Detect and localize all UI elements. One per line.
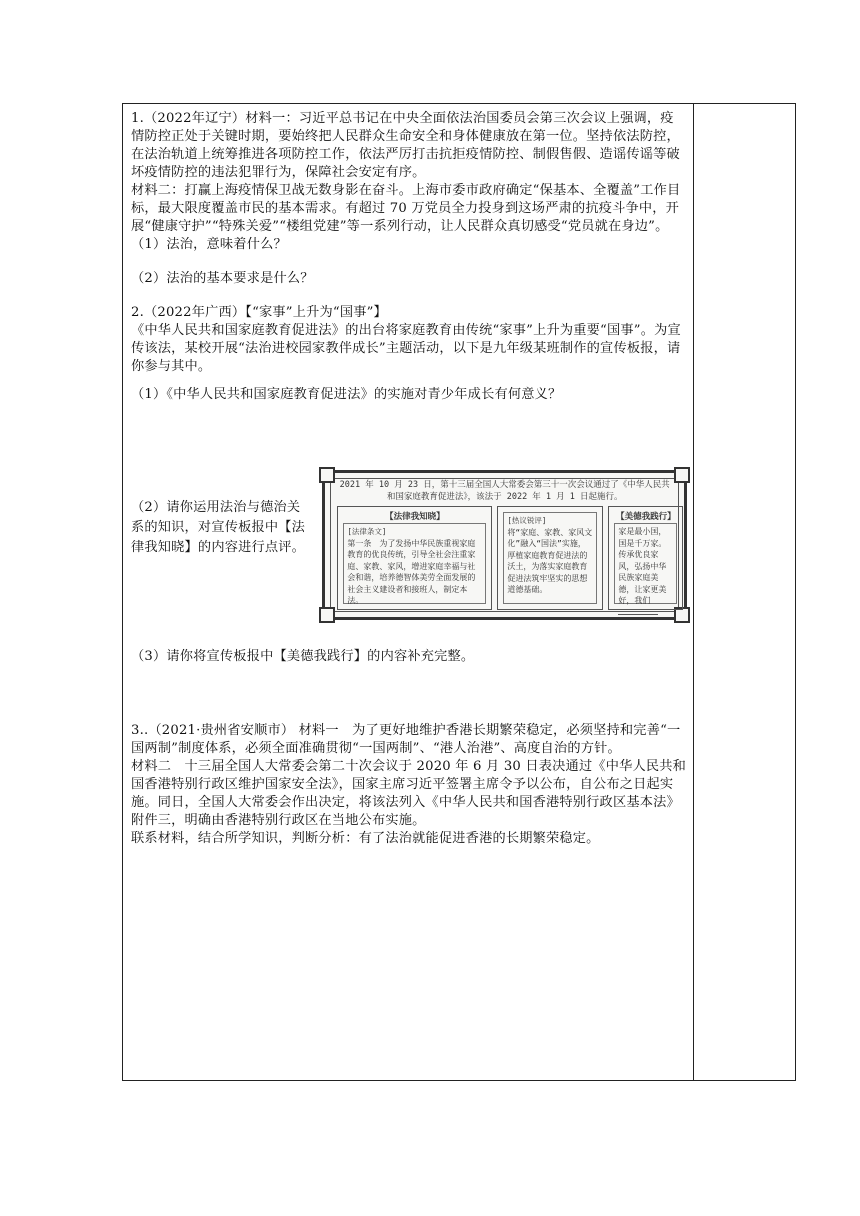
poster-law-column <box>337 506 492 610</box>
q3-title: 3..（2021·贵州省安顺市） 材料一 为了更好地维护香港长期繁荣稳定，必须坚持和完善“一国两制”制度体系，必须全面准确贯彻“一国两制”、“港人治港”、高度自治的方针。 <box>131 723 681 756</box>
q2-title: 2.（2022年广西）【“家事”上升为“国事”】 <box>131 305 387 320</box>
q2-body: 《中华人民共和国家庭教育促进法》的出台将家庭教育由传统“家事”上升为重要“国事”。为宣传该法，某校开展“法治进校园家教伴成长”主题活动，以下是九年级某班制作的宣传板报，请你参与其中。 <box>131 323 681 374</box>
poster-header: 2021 年 10 月 23 日，第十三届全国人大常委会第三十一次会议通过了《中华人民共和国家庭教育促进法》，该法于 2022 年 1 月 1 日起施行。 <box>339 480 670 502</box>
poster-virtue-text: 家是最小国，国是千万家。传承优良家风，弘扬中华民族家庭美德，让家更美好，我们 <box>618 527 667 605</box>
q3-material2: 材料二 十三届全国人大常委会第二十次会议于 2020 年 6 月 30 日表决通过《中华人民共和国香港特别行政区维护国家安全法》，国家主席习近平签署主席令予以公布，自公布之日起实施。同日，全国人大常委会作出决定，将该法列入《中华人民共和国香港特别行政区基本法》附件三，明确由香港特别行政区在当地公布实施。 <box>131 759 687 828</box>
q2-sub2: （2）请你运用法治与德治关系的知识，对宣传板报中【法律我知晓】的内容进行点评。 <box>131 500 306 555</box>
poster-law-title: 【法律我知晓】 <box>385 512 445 522</box>
fill-blank-line <box>618 614 658 615</box>
poster-comment-text: 将“家庭、家教、家风文化”融入“国法”实施，厚植家庭教育促进法的沃土，为落实家庭教育促进法筑牢坚实的思想道德基础。 <box>507 527 593 594</box>
propaganda-poster <box>322 470 687 620</box>
poster-comment-column <box>497 506 603 610</box>
poster-comment-subtitle: [热议锐评] <box>507 516 547 525</box>
worksheet-table <box>122 103 796 1081</box>
q1-sub1: （1）法治，意味着什么？ <box>131 237 287 252</box>
answer-column <box>694 104 795 1080</box>
q1-intro: 1.（2022年辽宁）材料一：习近平总书记在中央全面依法治国委员会第三次会议上强调，疫情防控正处于关键时期，要始终把人民群众生命安全和身体健康放在第一位。坚持依法防控，在法治轨道上统筹推进各项防控工作，依法严厉打击抗拒疫情防控、制假售假、造谣传谣等破坏疫情防控的违法犯罪行为，保障社会安定有序。 <box>131 111 680 180</box>
poster-law-subtitle: [法律条文] <box>347 527 387 536</box>
q1-material2: 材料二：打赢上海疫情保卫战无数身影在奋斗。上海市委市政府确定“保基本、全覆盖”工作目标，最大限度覆盖市民的基本需求。有超过 70 万党员全力投身到这场严肃的抗疫斗争中，开展“健康守护”“特殊关爱”“楼组党建”等一系列行动，让人民群众真切感受“党员就在身边”。 <box>131 183 681 234</box>
q1-sub2: （2）法治的基本要求是什么？ <box>131 271 314 286</box>
poster-virtue-column <box>608 506 683 610</box>
q3-question: 联系材料，结合所学知识，判断分析：有了法治就能促进香港的长期繁荣稳定。 <box>131 831 600 846</box>
poster-virtue-title: 【美德我践行】 <box>616 512 676 522</box>
question-cell <box>123 104 694 1080</box>
poster-law-text: 第一条 为了发扬中华民族重视家庭教育的优良传统，引导全社会注重家庭、家教、家风，增进家庭幸福与社会和谐，培养德智体美劳全面发展的社会主义建设者和接班人，制定本法。 <box>347 538 476 605</box>
q2-sub1: （1）《中华人民共和国家庭教育促进法》的实施对青少年成长有何意义？ <box>131 387 562 402</box>
q2-sub3: （3）请你将宣传板报中【美德我践行】的内容补充完整。 <box>131 649 475 664</box>
